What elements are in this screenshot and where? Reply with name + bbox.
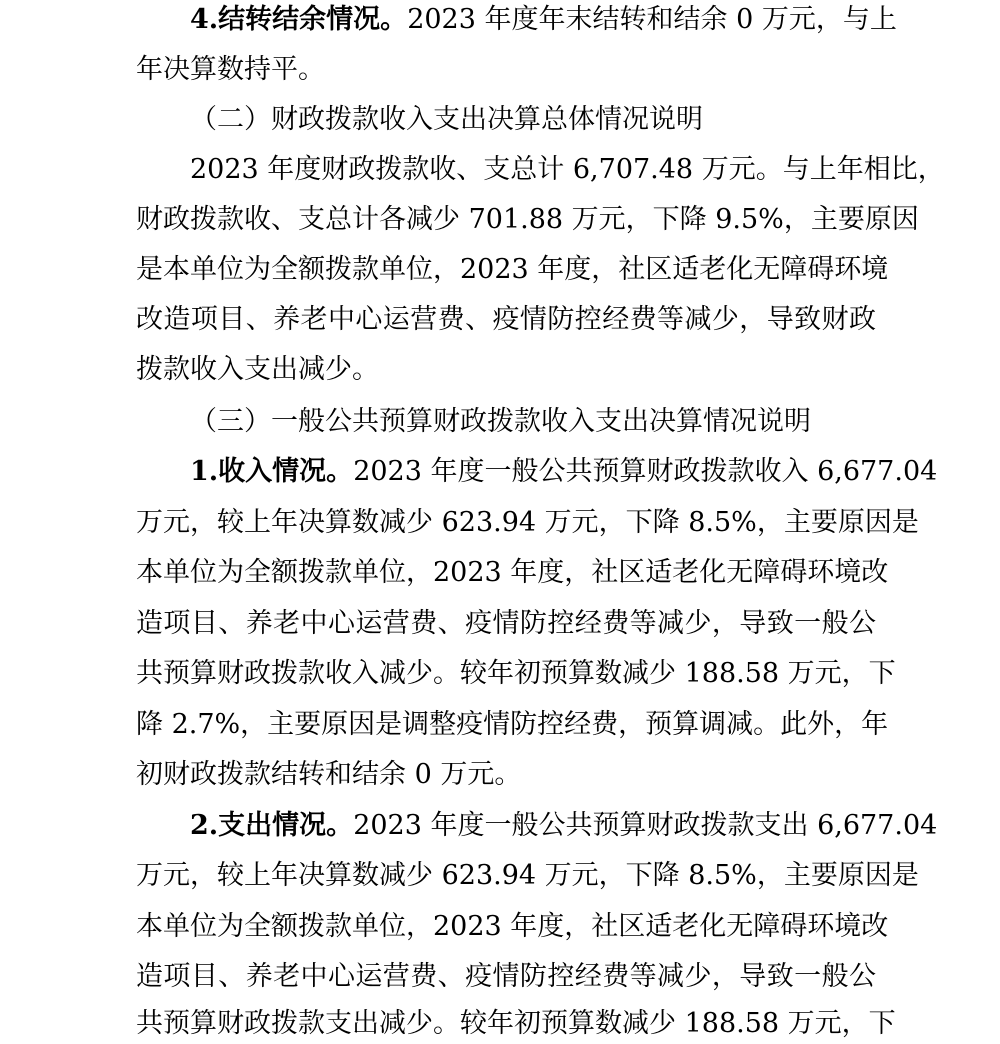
paragraph-line: 拨款收入支出减少。: [136, 354, 379, 385]
section-lead: 2.支出情况。: [190, 810, 354, 841]
section-heading: （二）财政拨款收入支出决算总体情况说明: [190, 104, 703, 135]
paragraph-line: 是本单位为全额拨款单位，2023 年度，社区适老化无障碍环境: [136, 254, 889, 285]
paragraph-line: 本单位为全额拨款单位，2023 年度，社区适老化无障碍环境改: [136, 557, 889, 588]
paragraph-line: 年决算数持平。: [136, 54, 325, 85]
paragraph-line: 万元，较上年决算数减少 623.94 万元，下降 8.5%，主要原因是: [136, 860, 919, 891]
line-text: 2023 年度一般公共预算财政拨款收入 6,677.04: [353, 456, 938, 487]
section-lead: 1.收入情况。: [190, 456, 354, 487]
paragraph-line: 共预算财政拨款支出减少。较年初预算数减少 188.58 万元，下: [136, 1008, 896, 1039]
paragraph-line: 2023 年度财政拨款收、支总计 6,707.48 万元。与上年相比，: [190, 154, 945, 185]
section-lead: 4.结转结余情况。: [190, 4, 408, 35]
paragraph-line: 造项目、养老中心运营费、疫情防控经费等减少，导致一般公: [136, 961, 876, 992]
paragraph-line: [190, 452, 938, 492]
paragraph-line: 共预算财政拨款收入减少。较年初预算数减少 188.58 万元，下: [136, 658, 896, 689]
paragraph-line: 万元，较上年决算数减少 623.94 万元，下降 8.5%，主要原因是: [136, 507, 919, 538]
paragraph-line: 财政拨款收、支总计各减少 701.88 万元，下降 9.5%，主要原因: [136, 204, 919, 235]
paragraph-line: 造项目、养老中心运营费、疫情防控经费等减少，导致一般公: [136, 608, 876, 639]
paragraph-line: 初财政拨款结转和结余 0 万元。: [136, 759, 522, 790]
line-text: 2023 年度年末结转和结余 0 万元，与上: [407, 4, 897, 35]
paragraph-line: 本单位为全额拨款单位，2023 年度，社区适老化无障碍环境改: [136, 911, 889, 942]
section-heading: （三）一般公共预算财政拨款收入支出决算情况说明: [190, 406, 811, 437]
line-text: 2023 年度一般公共预算财政拨款支出 6,677.04: [353, 810, 938, 841]
paragraph-line: 降 2.7%，主要原因是调整疫情防控经费，预算调减。此外，年: [136, 709, 889, 740]
paragraph-line: [190, 0, 897, 40]
paragraph-line: [190, 806, 938, 846]
paragraph-line: 改造项目、养老中心运营费、疫情防控经费等减少，导致财政: [136, 304, 876, 335]
